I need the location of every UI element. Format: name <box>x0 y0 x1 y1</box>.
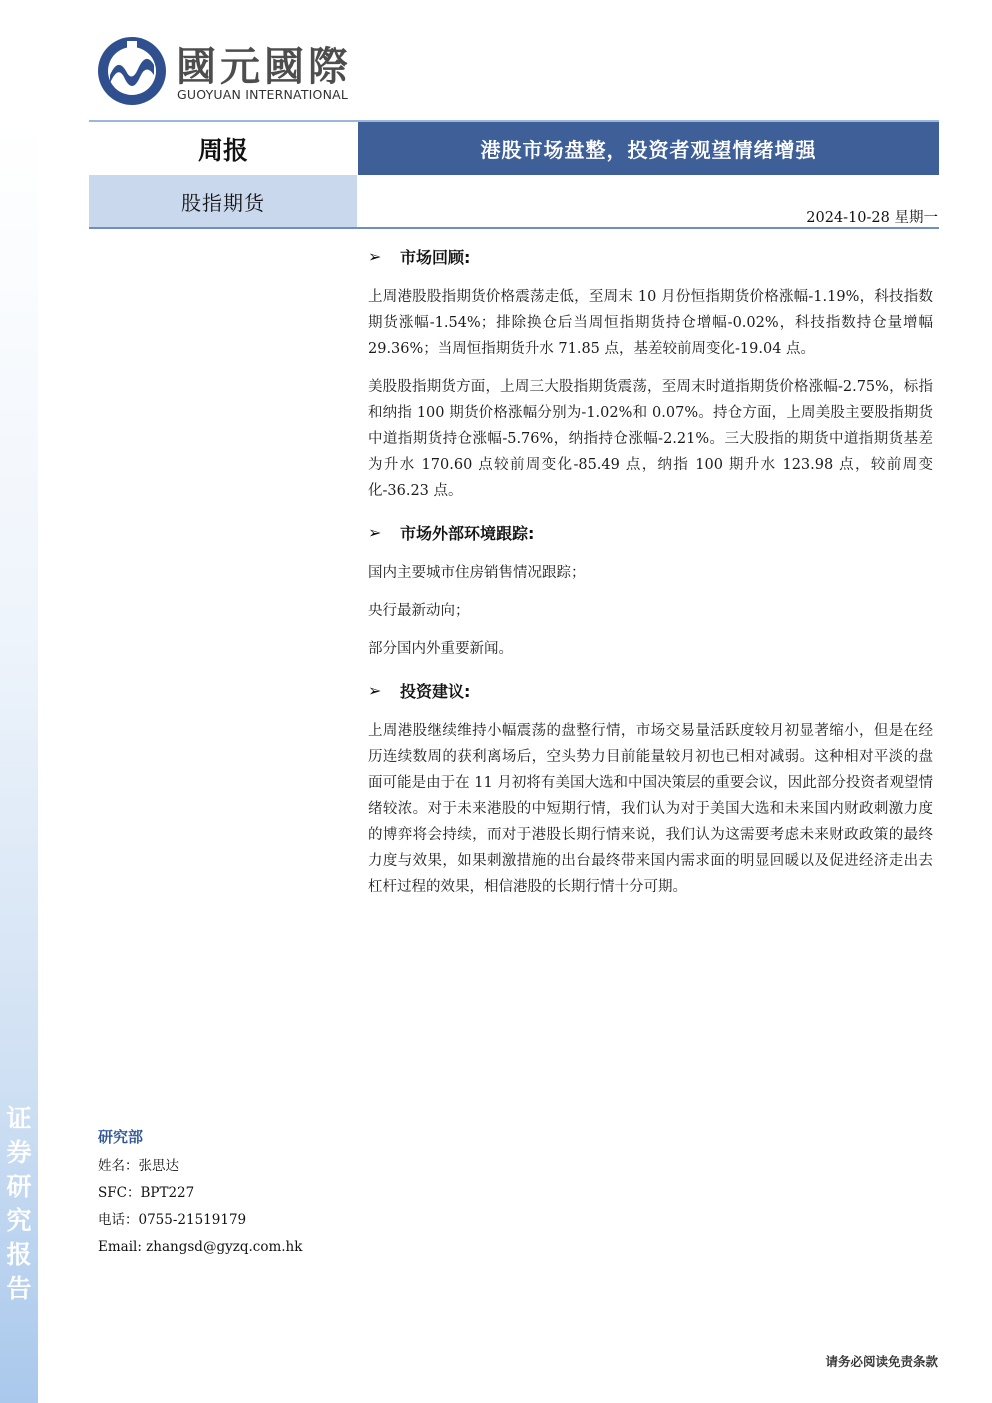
section-heading-text: 市场回顾: <box>400 247 471 267</box>
arrow-bullet-icon: ➢ <box>368 522 382 542</box>
advice-paragraph: 上周港股继续维持小幅震荡的盘整行情，市场交易量活跃度较月初显著缩小，但是在经历连续数周的获利离场后，空头势力目前能量较月初也已相对减弱。这种相对平淡的盘面可能是由于在 11 月初将有美国大选和中国决策层的重要会议，因此部分投资者观望情绪较浓。对于未来港股的中短期行情，我们认为对于美国大选和未来国内财政刺激力度的博弈将会持续，而对于港股长期行情来说，我们认为这需要考虑未来财政政策的最终力度与效果，如果刺激措施的出台最终带来国内需求面的明显回暖以及促进经济走出去杠杆过程的效果，相信港股的长期行情十分可期。 <box>368 723 933 895</box>
report-type: 周报 <box>197 135 248 165</box>
logo-name-cn: 國元國際 <box>176 44 352 90</box>
section-heading-text: 投资建议: <box>400 681 471 701</box>
logo-name-en: GUOYUAN INTERNATIONAL <box>177 87 349 102</box>
author-sfc: SFC：BPT227 <box>98 1185 195 1201</box>
side-label <box>3 1102 35 1306</box>
side-label-char: 券 <box>6 1138 32 1167</box>
side-label-char: 告 <box>6 1274 32 1303</box>
main-content <box>368 240 933 912</box>
author-phone: 电话：0755-21519179 <box>98 1212 247 1228</box>
external-item: 国内主要城市住房销售情况跟踪； <box>368 565 586 581</box>
report-date: 2024-10-28 星期一 <box>806 210 938 226</box>
company-logo <box>96 35 366 110</box>
side-label-char: 研 <box>6 1172 32 1201</box>
author-block <box>98 1126 302 1261</box>
review-paragraph: 美股股指期货方面，上周三大股指期货震荡，至周末时道指期货价格涨幅-2.75%，标指和纳指 100 期货价格涨幅分别为-1.02%和 0.07%。持仓方面，上周美股主要股指期货中道指期货持仓涨幅-5.76%，纳指持仓涨幅-2.21%。三大股指的期货中道指期货基差为升水 170.60 点较前周变化-85.49 点，纳指 100 期升水 123.98 点，较前周变化-36.23 点。 <box>368 379 933 499</box>
section-heading-text: 市场外部环境跟踪: <box>400 523 535 543</box>
side-label-char: 究 <box>6 1206 32 1235</box>
header-bottom-rule <box>89 227 939 229</box>
author-name: 姓名：张思达 <box>98 1158 179 1174</box>
section-heading-review <box>368 240 933 272</box>
disclaimer-link[interactable]: 请务必阅读免责条款 <box>825 1354 938 1369</box>
review-paragraph: 上周港股股指期货价格震荡走低，至周末 10 月份恒指期货价格涨幅-1.19%，科技指数期货涨幅-1.54%；排除换仓后当周恒指期货持仓增幅-0.02%，科技指数持仓量增幅 29.36%；当周恒指期货升水 71.85 点，基差较前周变化-19.04 点。 <box>368 289 933 357</box>
author-email[interactable]: Email: zhangsd@gyzq.com.hk <box>98 1239 303 1255</box>
section-heading-advice <box>368 674 933 706</box>
external-item: 央行最新动向； <box>368 603 470 619</box>
arrow-bullet-icon: ➢ <box>368 680 382 700</box>
side-label-char: 证 <box>6 1104 32 1133</box>
report-title: 港股市场盘整，投资者观望情绪增强 <box>358 122 939 175</box>
report-category: 股指期货 <box>89 175 357 227</box>
external-item: 部分国内外重要新闻。 <box>368 641 513 657</box>
section-heading-external <box>368 516 933 548</box>
arrow-bullet-icon: ➢ <box>368 246 382 266</box>
logo-mark-icon <box>96 35 168 107</box>
side-label-char: 报 <box>6 1240 32 1269</box>
author-dept: 研究部 <box>98 1128 144 1146</box>
